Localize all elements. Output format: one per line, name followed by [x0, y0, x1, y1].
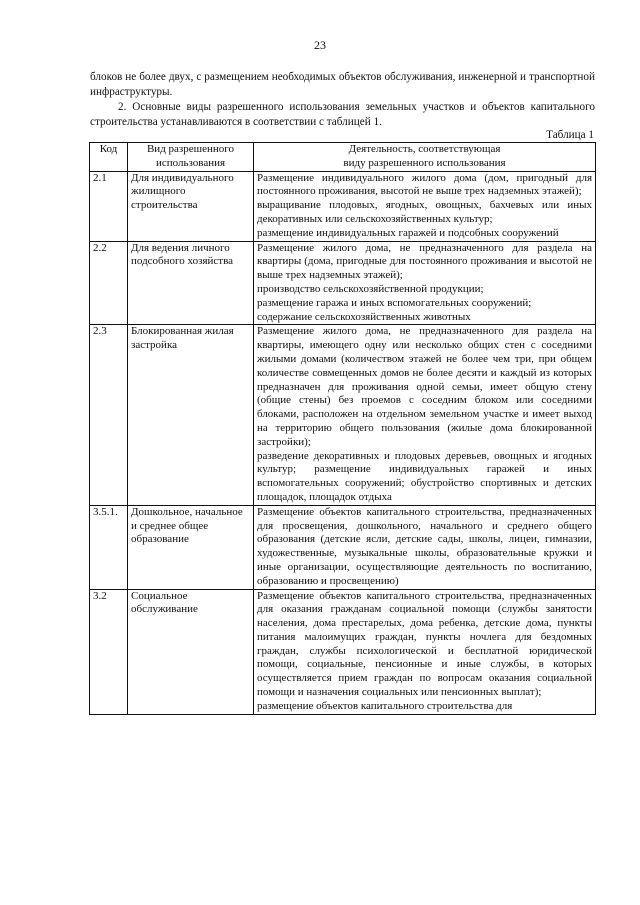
row-code: 3.5.1. [90, 505, 128, 589]
table-caption: Таблица 1 [546, 129, 594, 141]
table-row [90, 505, 596, 589]
table-row [90, 589, 596, 714]
table-row [90, 241, 596, 325]
row-use-type: Социальное обслуживание [128, 589, 254, 714]
row-use-type: Для ведения личного подсобного хозяйства [128, 241, 254, 325]
activity-item: Размещение индивидуального жилого дома (дом, пригодный для постоянного проживания, высотой не выше трех надземных этажей); [257, 171, 592, 198]
activity-item: размещение индивидуальных гаражей и подсобных сооружений [257, 226, 559, 239]
header-activity: Деятельность, соответствующая виду разрешенного использования [254, 143, 596, 172]
header-use-type: Вид разрешенного использования [128, 143, 254, 172]
table-row [90, 325, 596, 505]
row-use-type: Блокированная жилая застройка [128, 325, 254, 505]
activity-item: размещение объектов капитального строительства для [257, 699, 513, 712]
row-activity [254, 171, 596, 241]
row-activity [254, 241, 596, 325]
activity-item: Размещение объектов капитального строительства, предназначенных для просвещения, дошкольного, начального и среднего общего образования (детские ясли, детские сады, школы, лицеи, гимназии, художественные, музыкальные школы, образовательные кружки и иные организации, осуществляющие деятельность по воспитанию, образованию и просвещению) [257, 505, 592, 587]
page-number: 23 [314, 38, 326, 52]
intro-paragraph-1: блоков не более двух, с размещением необходимых объектов обслуживания, инженерной и транспортной инфраструктуры. [90, 71, 595, 98]
activity-item: размещение гаража и иных вспомогательных сооружений; [257, 296, 532, 309]
intro-text [90, 70, 595, 130]
row-use-type: Для индивидуального жилищного строительства [128, 171, 254, 241]
row-activity [254, 325, 596, 505]
activity-item: Размещение объектов капитального строительства, предназначенных для оказания гражданам социальной помощи (службы занятости населения, дома престарелых, дома ребенка, детские дома, пункты питания малоимущих граждан, пункты ночлега для бездомных граждан, службы психологической и бесплатной юридической помощи, социальные, пенсионные и иные службы, в которых осуществляется прием граждан по вопросам оказания социальной помощи и назначения социальных или пенсионных выплат); [257, 589, 592, 699]
row-code: 2.1 [90, 171, 128, 241]
intro-paragraph-2: 2. Основные виды разрешенного использования земельных участков и объектов капитального строительства устанавливаются в соответствии с таблицей 1. [90, 101, 595, 128]
activity-item: содержание сельскохозяйственных животных [257, 310, 471, 323]
activity-item: выращивание плодовых, ягодных, овощных, бахчевых или иных декоративных или сельскохозяйственных культур; [257, 199, 592, 225]
row-code: 3.2 [90, 589, 128, 714]
table-header-row [90, 143, 596, 172]
activity-item: Размещение жилого дома, не предназначенного для раздела на квартиры, имеющего одну или несколько общих стен с соседними жилыми домами (количеством этажей не более чем три, при общем количестве совмещенных домов не более десяти и каждый из которых предназначен для проживания одной семьи, имеет общую стену (общие стены) без проемов с соседним блоком или соседними блоками, расположен на отдельном земельном участке и имеет выход на территорию общего пользования (жилые дома блокированной застройки); [257, 325, 592, 448]
row-code: 2.2 [90, 241, 128, 325]
row-use-type: Дошкольное, начальное и среднее общее образование [128, 505, 254, 589]
row-activity [254, 589, 596, 714]
activity-item: разведение декоративных и плодовых деревьев, овощных и ягодных культур; размещение индивидуальных гаражей и иных вспомогательных сооружений; обустройство спортивных и детских площадок, площадок отдыха [257, 449, 592, 503]
header-code: Код [90, 143, 128, 172]
activity-item: Размещение жилого дома, не предназначенного для раздела на квартиры (дома, пригодные для постоянного проживания и высотой не выше трех надземных этажей); [257, 241, 592, 282]
row-code: 2.3 [90, 325, 128, 505]
activity-item: производство сельскохозяйственной продукции; [257, 282, 484, 295]
table-row [90, 171, 596, 241]
land-use-table [89, 142, 596, 715]
row-activity [254, 505, 596, 589]
